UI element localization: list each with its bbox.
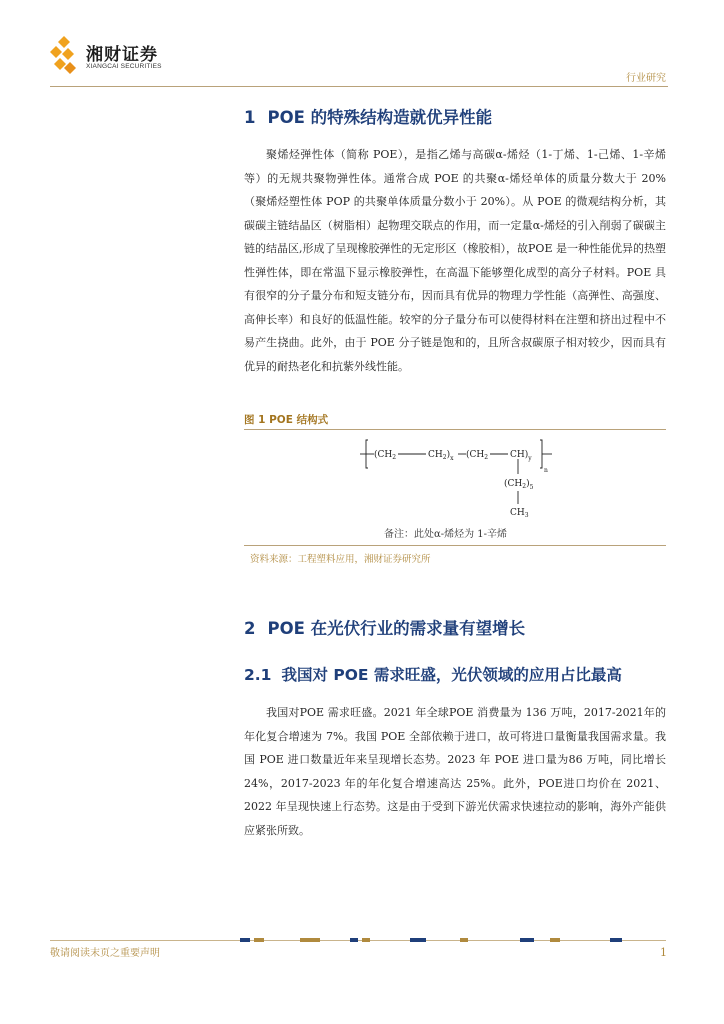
section-2-1-number: 2.1: [244, 666, 272, 684]
section-1-heading: [244, 104, 492, 128]
logo-text-en: XIANGCAI SECURITIES: [86, 63, 162, 70]
formula-branch2: $CH_3$: [510, 508, 529, 519]
section-2-1-title: 我国对 POE 需求旺盛，光伏领域的应用占比最高: [281, 666, 622, 684]
formula-branch1: $(CH_2)_5$: [504, 479, 534, 491]
company-logo: [50, 36, 180, 76]
section-1-number: 1: [244, 108, 256, 127]
figure-1-note: 备注：此处α-烯烃为 1-辛烯: [384, 529, 508, 540]
logo-mark-icon: [50, 36, 80, 76]
figure-bottom-rule: [244, 545, 666, 546]
section-2-1-paragraph: 我国对POE 需求旺盛。2021 年全球POE 消费量为 136 万吨，2017-2021年的年化复合增速为 7%。我国 POE 全部依赖于进口，故可将进口量衡量我国需求量。我国 POE 进口数量近年来呈现增长态势。2023 年 POE 进口量为86 万吨，同比增长 24%，2017-2023 年的年化复合增速高达 25%。此外，POE进口均价在 2021、2022 年呈现快速上行态势。这是由于受到下游光伏需求快速拉动的影响，海外产能供应紧张所致。: [244, 706, 666, 837]
page-number: 1: [660, 946, 667, 959]
header-divider: [50, 86, 668, 87]
report-type-tag: 行业研究: [626, 73, 666, 84]
section-2-heading: [244, 615, 525, 639]
figure-1-source: 资料来源：工程塑料应用，湘财证券研究所: [250, 554, 431, 565]
footer-disclaimer: 敬请阅读末页之重要声明: [50, 948, 160, 959]
bracket-right: [540, 440, 542, 468]
section-2-1-heading: [244, 663, 622, 685]
figure-top-rule: [244, 429, 666, 430]
formula-unit3: ($CH_2$: [466, 450, 489, 461]
formula-unit4: $CH)_y$: [510, 450, 532, 462]
section-2-number: 2: [244, 619, 256, 638]
section-1-title: POE 的特殊结构造就优异性能: [267, 108, 493, 127]
section-1-paragraph: 聚烯烃弹性体（简称 POE），是指乙烯与高碳α-烯烃（1-丁烯、1-己烯、1-辛烯等）的无规共聚物弹性体。通常合成 POE 的共聚α-烯烃单体的质量分数大于 20%（聚烯烃塑性体 POP 的共聚单体质量分数小于 20%）。从 POE 的微观结构分析，其碳碳主链结晶区（树脂相）起物理交联点的作用，而一定量α-烯烃的引入削弱了碳碳主链的结晶区,形成了呈现橡胶弹性的无定形区（橡胶相），故POE 是一种性能优异的热塑性弹性体，即在常温下显示橡胶弹性，在高温下能够塑化成型的高分子材料。POE 具有很窄的分子量分布和短支链分布，因而具有优异的物理力学性能（高弹性、高强度、高伸长率）和良好的低温性能。较窄的分子量分布可以使得材料在注塑和挤出过程中不易产生挠曲。此外，由于 POE 分子链是饱和的，且所含叔碳原子相对较少，因而具有优异的耐热老化和抗紫外线性能。: [244, 148, 666, 373]
logo-text-cn: 湘财证券: [86, 45, 158, 65]
poe-structural-formula: [360, 434, 570, 530]
formula-unit2: $CH_2)_x$: [428, 450, 454, 462]
figure-1-title: 图 1 POE 结构式: [244, 414, 329, 426]
section-2-title: POE 在光伏行业的需求量有望增长: [267, 619, 526, 638]
formula-unit1: ($CH_2$: [374, 450, 397, 461]
formula-n: n: [544, 467, 548, 474]
